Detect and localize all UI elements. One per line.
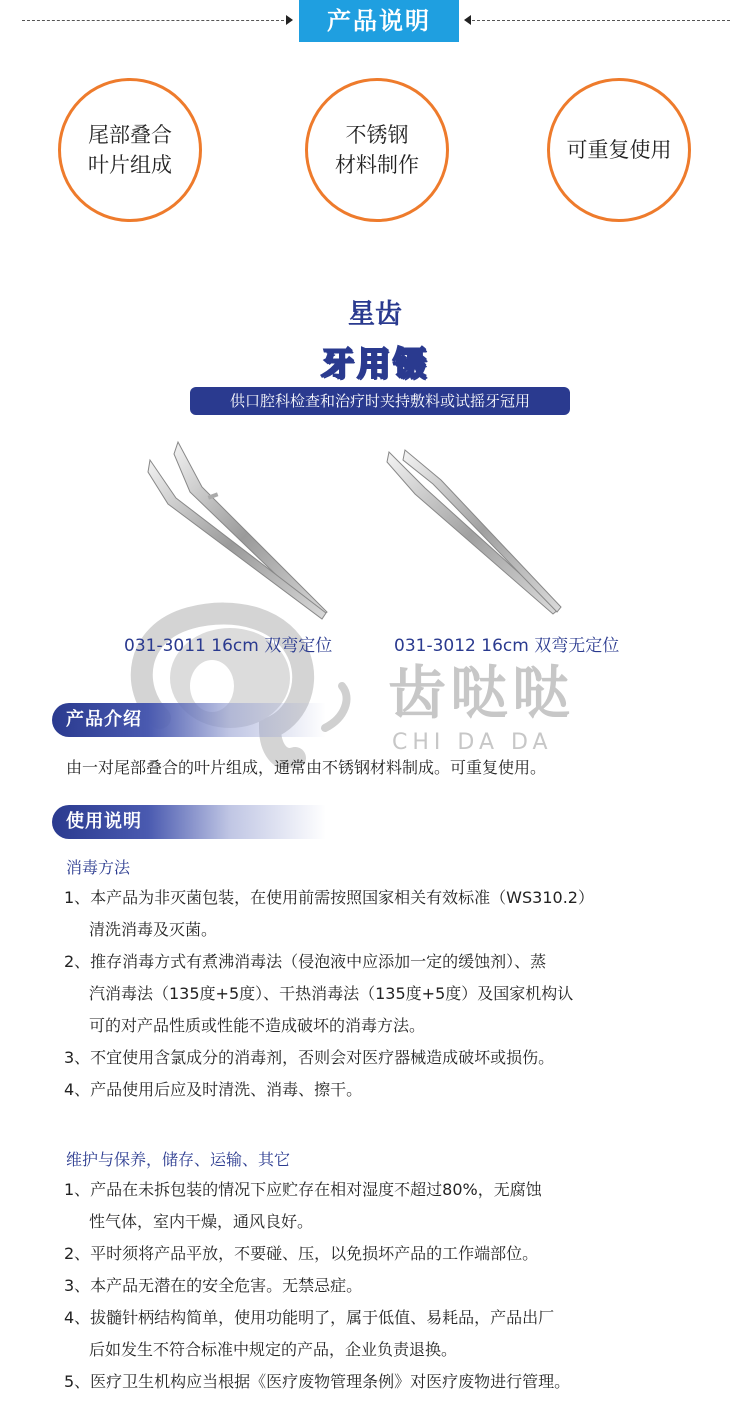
maintenance-list <box>64 1174 684 1398</box>
disinfection-list <box>64 882 684 1106</box>
section-heading-intro: 产品介绍 <box>52 703 326 737</box>
arrow-right-icon <box>286 15 293 25</box>
list-item-continuation: 后如发生不符合标准中规定的产品，企业负责退换。 <box>89 1340 458 1359</box>
list-item: 4、产品使用后应及时清洗、消毒、擦干。 <box>64 1080 363 1099</box>
list-item: 1、产品在未拆包装的情况下应贮存在相对湿度不超过80%，无腐蚀 <box>64 1180 542 1199</box>
list-item-continuation: 可的对产品性质或性能不造成破坏的消毒方法。 <box>89 1016 426 1035</box>
section-header <box>0 0 750 44</box>
page-title: 产品说明 <box>299 0 459 42</box>
feature-circle-reusable <box>547 78 691 222</box>
watermark-subtext: CHI DA DA <box>392 730 553 755</box>
arrow-left-icon <box>464 15 471 25</box>
feature-text: 尾部叠合 <box>88 123 172 147</box>
list-item-continuation: 汽消毒法（135度+5度）、干热消毒法（135度+5度）及国家机构认 <box>89 984 574 1003</box>
intro-text: 由一对尾部叠合的叶片组成，通常由不锈钢材料制成。可重复使用。 <box>66 758 547 777</box>
list-item-continuation: 性气体，室内干燥，通风良好。 <box>89 1212 314 1231</box>
list-item: 3、本产品无潜在的安全危害。无禁忌症。 <box>64 1276 363 1295</box>
brand-name: 星齿 <box>348 299 402 330</box>
model-caption: 031-3012 16cm 双弯无定位 <box>394 636 620 656</box>
feature-text: 可重复使用 <box>566 138 672 162</box>
list-item: 4、拔髓针柄结构简单，使用功能明了，属于低值、易耗品，产品出厂 <box>64 1308 555 1327</box>
list-item: 2、推存消毒方式有煮沸消毒法（侵泡液中应添加一定的缓蚀剂）、蒸 <box>64 952 547 971</box>
section-heading-usage: 使用说明 <box>52 805 326 839</box>
list-item-continuation: 清洗消毒及灭菌。 <box>89 920 218 939</box>
list-item: 2、平时须将产品平放，不要碰、压，以免损坏产品的工作端部位。 <box>64 1244 539 1263</box>
watermark-text: 齿哒哒 <box>388 659 575 727</box>
subheading-maintenance: 维护与保养，储存、运输、其它 <box>66 1150 291 1169</box>
header-divider-right <box>472 20 730 21</box>
feature-circle-structure <box>58 78 202 222</box>
model-caption: 031-3011 16cm 双弯定位 <box>124 636 333 656</box>
tweezers-positioned-image <box>130 432 360 632</box>
subheading-disinfection: 消毒方法 <box>66 858 131 877</box>
product-purpose-banner: 供口腔科检查和治疗时夹持敷料或试摇牙冠用 <box>190 387 570 415</box>
header-divider-left <box>22 20 284 21</box>
feature-text: 材料制作 <box>335 153 419 177</box>
list-item: 5、医疗卫生机构应当根据《医疗废物管理条例》对医疗废物进行管理。 <box>64 1372 571 1391</box>
feature-text: 叶片组成 <box>88 153 172 177</box>
product-name: 牙用镊 <box>321 344 429 383</box>
list-item: 3、不宜使用含氯成分的消毒剂，否则会对医疗器械造成破坏或损伤。 <box>64 1048 555 1067</box>
list-item: 1、本产品为非灭菌包装，在使用前需按照国家相关有效标准（WS310.2） <box>64 888 594 907</box>
tweezers-unpositioned-image <box>375 444 585 624</box>
feature-text: 不锈钢 <box>345 123 409 147</box>
feature-circle-material <box>305 78 449 222</box>
